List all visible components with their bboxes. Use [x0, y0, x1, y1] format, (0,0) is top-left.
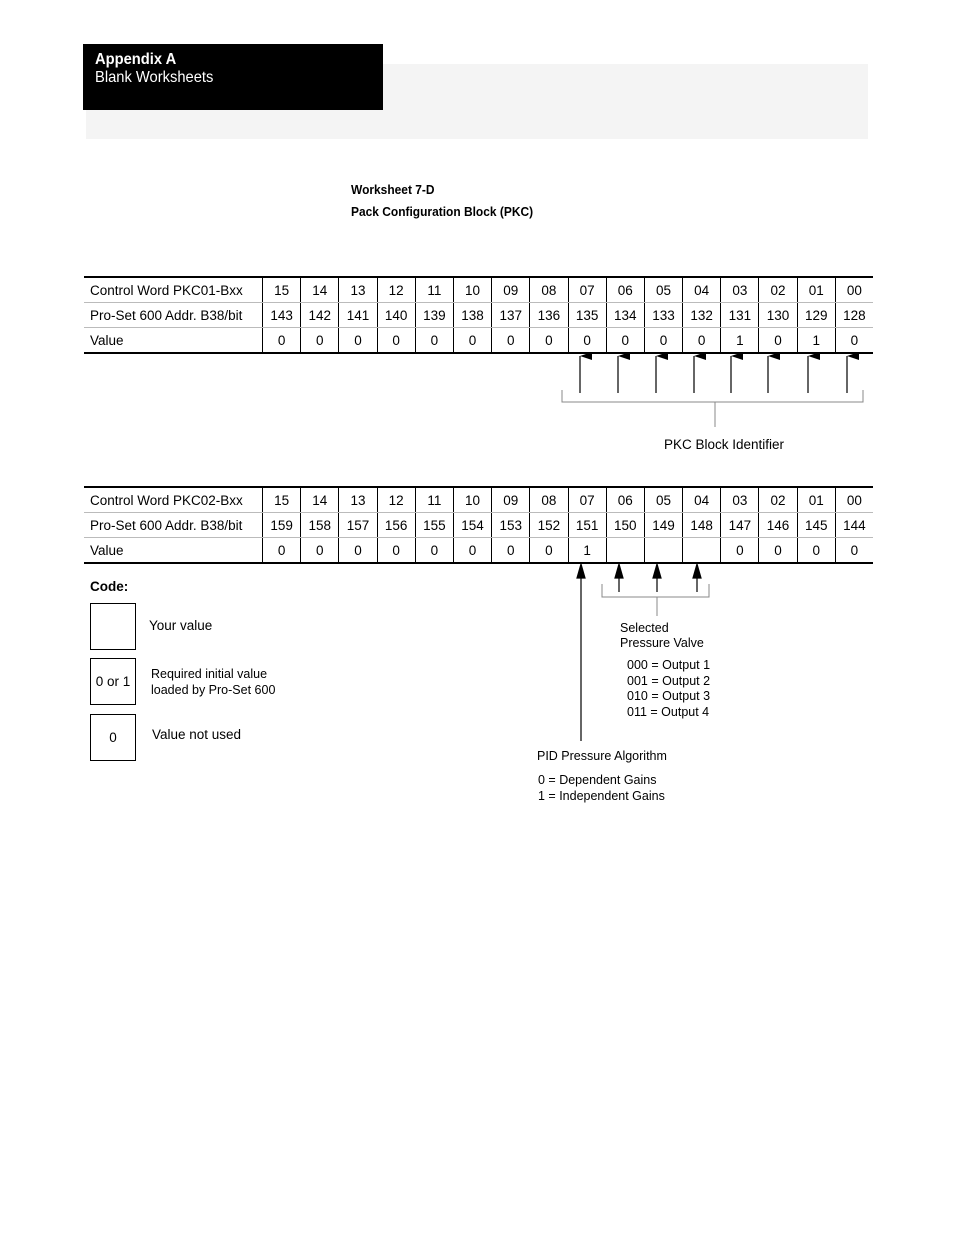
table-cell: 0 — [644, 328, 682, 354]
table-cell: 149 — [644, 513, 682, 538]
row-label: Control Word PKC02-Bxx — [84, 487, 263, 513]
table-cell: 0 — [721, 538, 759, 564]
table-cell: 0 — [492, 328, 530, 354]
table-cell: 143 — [263, 303, 301, 328]
table-cell: 0 — [377, 328, 415, 354]
pressure-valve-option: 010 = Output 3 — [627, 689, 711, 703]
table-cell: 139 — [415, 303, 453, 328]
table-cell: 150 — [606, 513, 644, 538]
table-cell: 0 — [453, 328, 491, 354]
table-cell: 0 — [263, 328, 301, 354]
code-box-your-value — [90, 603, 136, 650]
row-label: Control Word PKC01-Bxx — [84, 277, 263, 303]
worksheet-name: Pack Configuration Block (PKC) — [351, 204, 534, 219]
appendix-label: Appendix A — [95, 51, 177, 68]
table-cell: 0 — [377, 538, 415, 564]
pid-title: PID Pressure Algorithm — [537, 749, 667, 763]
table-cell: 138 — [453, 303, 491, 328]
table-cell: 09 — [492, 277, 530, 303]
table-cell: 146 — [759, 513, 797, 538]
table-cell: 02 — [759, 487, 797, 513]
table-cell: 129 — [797, 303, 835, 328]
pressure-valve-arrows — [615, 564, 701, 592]
table-cell: 10 — [453, 487, 491, 513]
pressure-valve-option: 011 = Output 4 — [627, 705, 710, 719]
table-cell: 0 — [301, 328, 339, 354]
code-your-value-text: Your value — [149, 618, 213, 633]
row-label: Value — [84, 538, 263, 564]
table-cell: 01 — [797, 487, 835, 513]
table-cell: 144 — [835, 513, 873, 538]
pid-option: 1 = Independent Gains — [538, 789, 665, 803]
table-cell: 14 — [301, 277, 339, 303]
pkc-block-arrows — [580, 356, 847, 393]
table-cell: 132 — [683, 303, 721, 328]
table-cell: 0 — [301, 538, 339, 564]
code-title: Code: — [90, 579, 129, 594]
table-cell: 128 — [835, 303, 873, 328]
table-cell: 0 — [530, 328, 568, 354]
table-cell: 01 — [797, 277, 835, 303]
table-cell: 02 — [759, 277, 797, 303]
table-cell: 11 — [415, 487, 453, 513]
table-cell: 158 — [301, 513, 339, 538]
table-cell: 03 — [721, 277, 759, 303]
pid-arrow — [577, 564, 585, 741]
table-cell: 0 — [835, 538, 873, 564]
table-cell: 00 — [835, 487, 873, 513]
section-label: Blank Worksheets — [95, 69, 214, 86]
table-cell: 141 — [339, 303, 377, 328]
table-cell: 05 — [644, 487, 682, 513]
pressure-valve-title-1: Selected — [620, 621, 669, 635]
table-cell: 04 — [683, 487, 721, 513]
row-label: Value — [84, 328, 263, 354]
table-cell: 157 — [339, 513, 377, 538]
code-not-used-text: Value not used — [152, 727, 242, 742]
table-cell: 142 — [301, 303, 339, 328]
pressure-valve-bracket — [602, 584, 709, 616]
table-cell: 147 — [721, 513, 759, 538]
code-initial-value-text-1: Required initial value — [151, 667, 268, 681]
table-cell: 154 — [453, 513, 491, 538]
table-cell: 05 — [644, 277, 682, 303]
table-cell: 13 — [339, 487, 377, 513]
table-cell: 03 — [721, 487, 759, 513]
code-initial-value-text-2: loaded by Pro-Set 600 — [151, 683, 276, 697]
row-label: Pro-Set 600 Addr. B38/bit — [84, 303, 263, 328]
table-cell: 0 — [606, 328, 644, 354]
worksheet-number: Worksheet 7-D — [351, 182, 435, 197]
table-cell: 13 — [339, 277, 377, 303]
table-cell: 08 — [530, 277, 568, 303]
table-cell: 155 — [415, 513, 453, 538]
table-cell: 10 — [453, 277, 491, 303]
table-cell: 153 — [492, 513, 530, 538]
row-label: Pro-Set 600 Addr. B38/bit — [84, 513, 263, 538]
pkc-block-identifier-label: PKC Block Identifier — [664, 437, 785, 452]
pressure-valve-title-2: Pressure Valve — [620, 636, 704, 650]
table-cell: 131 — [721, 303, 759, 328]
table-cell: 0 — [415, 538, 453, 564]
table-cell: 1 — [721, 328, 759, 354]
table-cell: 0 — [759, 328, 797, 354]
table-cell: 0 — [759, 538, 797, 564]
table-cell: 0 — [453, 538, 491, 564]
table-cell: 07 — [568, 277, 606, 303]
table-cell: 0 — [263, 538, 301, 564]
table-cell: 151 — [568, 513, 606, 538]
table-cell: 136 — [530, 303, 568, 328]
table-cell: 06 — [606, 277, 644, 303]
table-cell: 1 — [797, 328, 835, 354]
pid-option: 0 = Dependent Gains — [538, 773, 657, 787]
table-cell: 0 — [835, 328, 873, 354]
table-cell: 137 — [492, 303, 530, 328]
table-cell: 140 — [377, 303, 415, 328]
table-cell: 15 — [263, 487, 301, 513]
table-cell: 0 — [339, 538, 377, 564]
table-cell: 09 — [492, 487, 530, 513]
table-cell: 0 — [339, 328, 377, 354]
table-cell: 130 — [759, 303, 797, 328]
table-cell: 135 — [568, 303, 606, 328]
table-cell: 12 — [377, 487, 415, 513]
pkc-block-bracket — [562, 390, 863, 427]
table-cell: 12 — [377, 277, 415, 303]
table-cell: 156 — [377, 513, 415, 538]
table-cell: 152 — [530, 513, 568, 538]
table-cell: 148 — [683, 513, 721, 538]
table-cell: 134 — [606, 303, 644, 328]
table-cell: 0 — [797, 538, 835, 564]
pressure-valve-option: 000 = Output 1 — [627, 658, 711, 672]
pressure-valve-option: 001 = Output 2 — [627, 674, 711, 688]
code-box-initial-value: 0 or 1 — [90, 658, 136, 705]
table-cell: 14 — [301, 487, 339, 513]
table-cell: 0 — [568, 328, 606, 354]
table-cell: 0 — [492, 538, 530, 564]
table-cell: 08 — [530, 487, 568, 513]
table-cell: 0 — [415, 328, 453, 354]
code-box-not-used: 0 — [90, 714, 136, 761]
table-cell: 0 — [530, 538, 568, 564]
table-cell: 15 — [263, 277, 301, 303]
table-cell: 159 — [263, 513, 301, 538]
table-cell: 07 — [568, 487, 606, 513]
table-cell: 1 — [568, 538, 606, 564]
table-cell: 133 — [644, 303, 682, 328]
table-cell: 145 — [797, 513, 835, 538]
table-cell: 0 — [683, 328, 721, 354]
table-cell: 11 — [415, 277, 453, 303]
table-cell: 06 — [606, 487, 644, 513]
table-cell: 04 — [683, 277, 721, 303]
table-cell: 00 — [835, 277, 873, 303]
